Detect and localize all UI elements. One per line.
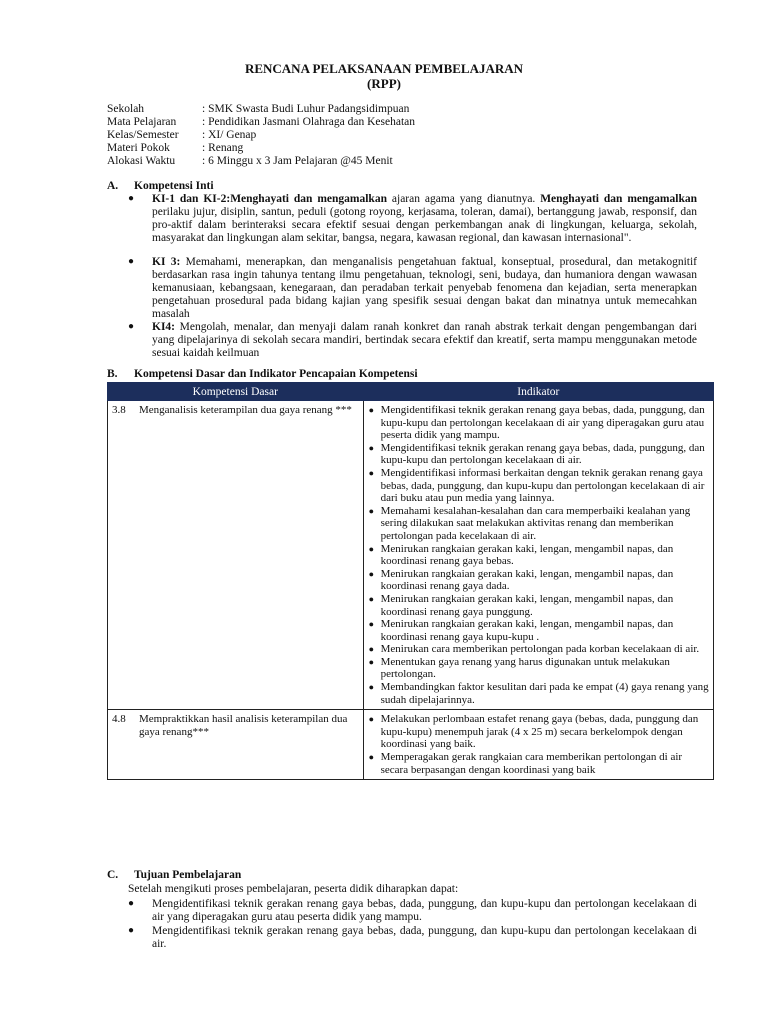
- ki-item: [152, 256, 697, 321]
- bullet-icon: ●: [368, 619, 375, 630]
- kd-text: Menganalisis keterampilan dua gaya renang ***: [139, 404, 352, 416]
- bullet-icon: ●: [368, 543, 375, 554]
- document-title: RENCANA PELAKSANAAN PEMBELAJARAN: [244, 61, 524, 76]
- column-header: Indikator: [363, 383, 713, 401]
- list-item: [368, 404, 709, 442]
- indicator-list: [368, 713, 709, 776]
- identity-label: Kelas/Semester: [107, 129, 179, 141]
- list-item: [368, 751, 709, 776]
- section-c-heading: [107, 869, 241, 881]
- identity-label: Mata Pelajaran: [107, 116, 177, 128]
- competency-table: [107, 382, 714, 780]
- ki-text: perilaku jujur, disiplin, santun, peduli (gotong royong, kerjasama, toleran, damai), bertanggung jawab, responsif, dan pro-aktif dalam berinteraksi secara efektif sesuai dengan perkembangan anak di lingkungan, keluarga, sekolah, masyarakat dan lingkungan alam sekitar, bangsa, negara, kawasan regional, dan kawasan internasional".: [152, 206, 697, 244]
- ki-bold: KI4:: [152, 321, 175, 333]
- bullet-icon: ●: [128, 925, 135, 936]
- list-item: [368, 713, 709, 751]
- ki-bold: KI 3:: [152, 256, 181, 268]
- section-letter: B.: [107, 368, 118, 380]
- section-a-heading: [107, 180, 214, 192]
- section-title: Kompetensi Dasar dan Indikator Pencapaian Kompetensi: [134, 368, 418, 380]
- ki-item: [152, 321, 697, 360]
- bullet-icon: ●: [368, 644, 375, 655]
- table-header-row: [108, 383, 714, 401]
- identity-value: : SMK Swasta Budi Luhur Padangsidimpuan: [202, 103, 410, 115]
- list-item: [368, 505, 709, 543]
- indicator-cell: [363, 710, 713, 780]
- section-title: Tujuan Pembelajaran: [134, 869, 242, 881]
- kd-text: Mempraktikkan hasil analisis keterampilan dua gaya renang***: [139, 713, 348, 738]
- list-item: [368, 568, 709, 593]
- bullet-icon: ●: [368, 656, 375, 667]
- ki-text: Mengolah, menalar, dan menyaji dalam ranah konkret dan ranah abstrak terkait dengan pengembangan dari yang dipelajarinya di sekolah secara mandiri, bertindak secara efektif dan kreatif, serta mampu menggunakan metode sesuai kaidah keilmuan: [152, 321, 697, 359]
- list-item: [368, 618, 709, 643]
- goal-item: Mengidentifikasi teknik gerakan renang gaya bebas, dada, punggung, dan kupu-kupu dan pertolongan kecelakaan di air.: [152, 925, 697, 950]
- list-item: [368, 681, 709, 706]
- goal-item: Mengidentifikasi teknik gerakan renang gaya bebas, dada, punggung, dan kupu-kupu dan pertolongan kecelakaan di air yang diperagakan guru atau peserta didik yang mampu.: [152, 898, 697, 923]
- kd-number: 4.8: [112, 713, 126, 726]
- ki-bold: KI-1 dan KI-2:Menghayati dan mengamalkan: [152, 193, 387, 205]
- indicator-text: Memperagakan gerak rangkaian cara memberikan pertolongan di air secara berpasangan dengan koordinasi yang baik: [380, 751, 683, 776]
- list-item: [368, 543, 709, 568]
- section-title: Kompetensi Inti: [134, 180, 214, 192]
- ki-bold: Menghayati dan mengamalkan: [540, 193, 697, 205]
- section-b-heading: [107, 368, 418, 380]
- table-row: [108, 710, 714, 780]
- bullet-icon: ●: [368, 682, 375, 693]
- identity-value: : Renang: [202, 142, 244, 154]
- indicator-text: Menirukan cara memberikan pertolongan pada korban kecelakaan di air.: [380, 643, 700, 656]
- indicator-text: Mengidentifikasi informasi berkaitan dengan teknik gerakan renang gaya bebas, dada, punggung, dan kupu-kupu dan pertolongan kecelakaan di air dari buku atau pun media yang lainnya.: [380, 466, 705, 505]
- bullet-icon: ●: [128, 321, 135, 332]
- bullet-icon: ●: [368, 505, 375, 516]
- bullet-icon: ●: [128, 193, 135, 204]
- table-row: [108, 401, 714, 710]
- ki-text: ajaran agama yang dianutnya.: [386, 193, 541, 205]
- bullet-icon: ●: [368, 568, 375, 579]
- identity-value: : Pendidikan Jasmani Olahraga dan Kesehatan: [202, 116, 416, 128]
- indicator-text: Mengidentifikasi teknik gerakan renang gaya bebas, dada, punggung, dan kupu-kupu dan pertolongan kecelakaan di air.: [380, 441, 705, 467]
- kd-number: 3.8: [112, 404, 126, 416]
- identity-label: Sekolah: [107, 103, 145, 115]
- list-item: [368, 593, 709, 618]
- indicator-text: Menirukan rangkaian gerakan kaki, lengan, mengambil napas, dan koordinasi renang gaya kupu-kupu .: [380, 618, 674, 643]
- identity-value: : XI/ Genap: [202, 129, 257, 141]
- identity-label: Alokasi Waktu: [107, 155, 176, 167]
- indicator-list: [368, 404, 709, 706]
- bullet-icon: ●: [128, 898, 135, 909]
- ki-text: Memahami, menerapkan, dan menganalisis pengetahuan faktual, konseptual, prosedural, dan metakognitif berdasarkan rasa ingin tahunya tentang ilmu pengetahuan, teknologi, seni, budaya, dan humaniora dengan wawasan kemanusiaan, kebangsaan, kenegaraan, dan peradaban terkait penyebab fenomena dan kejadian, serta menerapkan pengetahuan prosedural pada bidang kajian yang spesifik sesuai dengan bakat dan minatnya untuk memecahkan masalah: [152, 256, 698, 320]
- identity-label: Materi Pokok: [107, 142, 170, 154]
- document-subtitle: (RPP): [367, 76, 401, 91]
- list-item: [368, 656, 709, 681]
- indicator-text: Mengidentifikasi teknik gerakan renang gaya bebas, dada, punggung, dan kupu-kupu dan pertolongan kecelakaan di air yang diperagakan guru atau peserta didik yang mampu.: [380, 404, 705, 442]
- bullet-icon: ●: [368, 405, 375, 415]
- kd-cell: [108, 401, 364, 710]
- indicator-text: Menentukan gaya renang yang harus digunakan untuk melakukan pertolongan.: [380, 655, 670, 681]
- indicator-text: Membandingkan faktor kesulitan dari pada ke empat (4) gaya renang yang sudah dipelajarinnya.: [380, 681, 709, 706]
- kd-cell: [108, 710, 364, 780]
- indicator-cell: [363, 401, 713, 710]
- indicator-text: Menirukan rangkaian gerakan kaki, lengan, mengambil napas, dan koordinasi renang gaya punggung.: [380, 592, 674, 618]
- indicator-text: Menirukan rangkaian gerakan kaki, lengan, mengambil napas, dan koordinasi renang gaya dada.: [380, 567, 674, 593]
- bullet-icon: ●: [368, 714, 375, 725]
- bullet-icon: ●: [368, 442, 375, 453]
- bullet-icon: ●: [368, 593, 375, 604]
- bullet-icon: ●: [368, 752, 375, 763]
- ki-item: [152, 193, 697, 245]
- bullet-icon: ●: [128, 256, 135, 267]
- indicator-text: Memahami kesalahan-kesalahan dan cara memperbaiki kealahan yang sering dilakukan saat melakukan aktivitas renang dan memberikan pertolongan pada kecelakaan di air.: [380, 504, 691, 542]
- section-letter: C.: [107, 869, 119, 881]
- list-item: [368, 442, 709, 467]
- section-letter: A.: [107, 180, 119, 192]
- column-header: Kompetensi Dasar: [108, 383, 364, 401]
- indicator-text: Melakukan perlombaan estafet renang gaya (bebas, dada, punggung dan kupu-kupu) menempuh jarak (4 x 25 m) secara berkelompok dengan koordinasi yang baik.: [380, 713, 699, 751]
- section-c-intro: Setelah mengikuti proses pembelajaran, peserta didik diharapkan dapat:: [128, 883, 459, 895]
- indicator-text: Menirukan rangkaian gerakan kaki, lengan, mengambil napas, dan koordinasi renang gaya bebas.: [380, 542, 674, 568]
- list-item: [368, 643, 709, 656]
- list-item: [368, 467, 709, 505]
- identity-value: : 6 Minggu x 3 Jam Pelajaran @45 Menit: [202, 155, 393, 167]
- bullet-icon: ●: [368, 467, 375, 478]
